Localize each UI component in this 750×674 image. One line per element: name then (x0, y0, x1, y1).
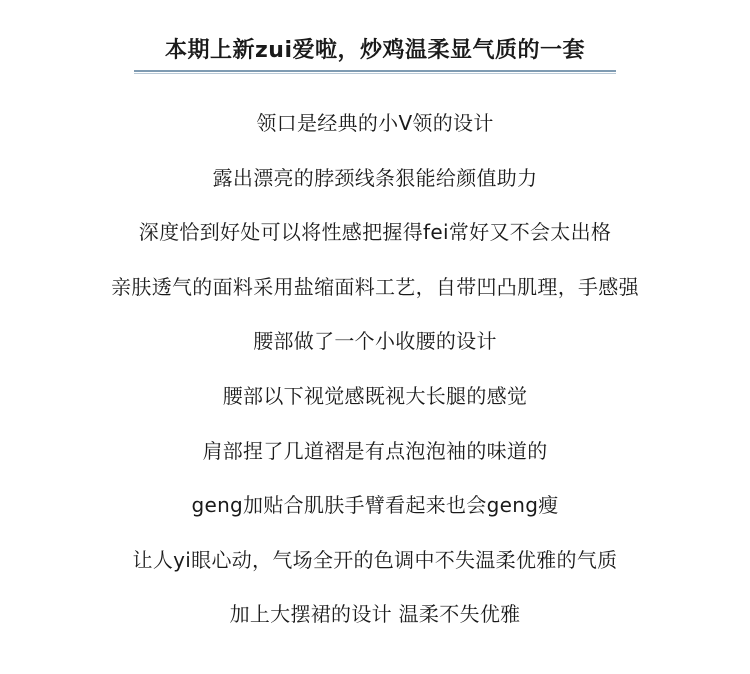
description-line: 深度恰到好处可以将性感把握得fei常好又不会太出格 (138, 220, 612, 245)
description-line: 亲肤透气的面料采用盐缩面料工艺，自带凹凸肌理，手感强 (111, 274, 639, 299)
title-underline (134, 70, 616, 74)
description-line: 腰部做了一个小收腰的设计 (253, 329, 497, 354)
description-line: 让人yi眼心动，气场全开的色调中不失温柔优雅的气质 (132, 547, 618, 572)
description-line: 肩部捏了几道褶是有点泡泡袖的味道的 (202, 438, 548, 463)
description-line: geng加贴合肌肤手臂看起来也会geng瘦 (191, 493, 559, 518)
description-line: 露出漂亮的脖颈线条狠能给颜值助力 (212, 165, 538, 190)
description-line: 腰部以下视觉感既视大长腿的感觉 (222, 383, 528, 408)
description-line: 领口是经典的小V领的设计 (256, 111, 494, 135)
description-line: 加上大摆裙的设计 温柔不失优雅 (229, 602, 521, 627)
description-lines (0, 103, 750, 649)
page-title: 本期上新zui爱啦，炒鸡温柔显气质的一套 (164, 38, 585, 63)
title-block (0, 34, 750, 74)
